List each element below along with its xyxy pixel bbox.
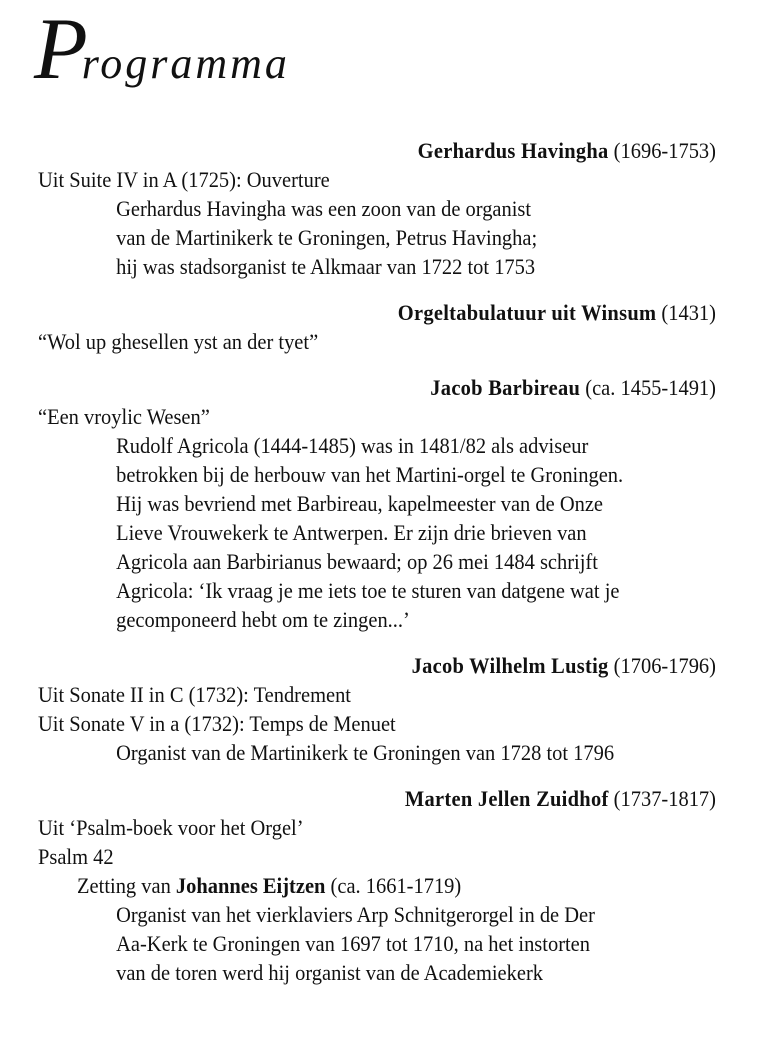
- piece-title: “Wol up ghesellen yst an der tyet”: [38, 329, 319, 354]
- note-line: van de toren werd hij organist van de Academiekerk: [116, 960, 543, 985]
- setting-prefix: Zetting van: [77, 873, 171, 898]
- composer-heading: [38, 651, 716, 680]
- composer-heading: [38, 298, 716, 327]
- piece-title: Uit Sonate V in a (1732): Temps de Menuet: [38, 711, 396, 736]
- note-line: Rudolf Agricola (1444-1485) was in 1481/82 als adviseur: [116, 433, 589, 458]
- piece-title: “Een vroylic Wesen”: [38, 404, 210, 429]
- composer-dates: (ca. 1455-1491): [585, 375, 716, 400]
- composer-dates: (1696-1753): [613, 138, 716, 163]
- composer-dates: (1431): [661, 300, 716, 325]
- page-title: [34, 1, 290, 98]
- setting-composer-dates: (ca. 1661-1719): [330, 873, 462, 898]
- piece-title: Uit ‘Psalm-boek voor het Orgel’: [38, 815, 304, 840]
- composer-heading: [38, 784, 716, 813]
- note-line: van de Martinikerk te Groningen, Petrus Havingha;: [116, 225, 538, 250]
- title-initial: P: [34, 1, 86, 98]
- composer-dates: (1706-1796): [613, 653, 716, 678]
- composer-heading: [38, 373, 716, 402]
- piece-title: Psalm 42: [38, 844, 114, 869]
- note-line: betrokken bij de herbouw van het Martini-orgel te Groningen.: [116, 462, 624, 487]
- composer-name: Jacob Wilhelm Lustig: [411, 653, 609, 678]
- program-section-zuidhof: [38, 784, 716, 987]
- composer-name: Orgeltabulatuur uit Winsum: [397, 300, 657, 325]
- composer-name: Marten Jellen Zuidhof: [404, 786, 609, 811]
- piece-title: Uit Suite IV in A (1725): Ouverture: [38, 167, 330, 192]
- setting-composer-name: Johannes Eijtzen: [175, 873, 326, 898]
- program-section-lustig: [38, 651, 716, 767]
- program-section-barbireau: [38, 373, 716, 634]
- program-section-havingha: [38, 136, 716, 281]
- composer-heading: [38, 136, 716, 165]
- note-line: Lieve Vrouwekerk te Antwerpen. Er zijn drie brieven van: [116, 520, 587, 545]
- note-line: Agricola aan Barbirianus bewaard; op 26 mei 1484 schrijft: [116, 549, 598, 574]
- program-section-winsum: [38, 298, 716, 356]
- composer-dates: (1737-1817): [613, 786, 716, 811]
- composer-name: Gerhardus Havingha: [417, 138, 609, 163]
- piece-title: Uit Sonate II in C (1732): Tendrement: [38, 682, 351, 707]
- note-line: Hij was bevriend met Barbireau, kapelmeester van de Onze: [116, 491, 603, 516]
- composer-name: Jacob Barbireau: [430, 375, 581, 400]
- program-list: [38, 136, 716, 1004]
- note-line: Agricola: ‘Ik vraag je me iets toe te sturen van datgene wat je: [116, 578, 620, 603]
- setting-line: [38, 871, 716, 900]
- note-line: Organist van het vierklaviers Arp Schnitgerorgel in de Der: [116, 902, 595, 927]
- note-line: hij was stadsorganist te Alkmaar van 1722 tot 1753: [116, 254, 536, 279]
- note-line: gecomponeerd hebt om te zingen...’: [116, 607, 410, 632]
- note-line: Aa-Kerk te Groningen van 1697 tot 1710, na het instorten: [116, 931, 590, 956]
- note-line: Organist van de Martinikerk te Groningen van 1728 tot 1796: [116, 740, 615, 765]
- note-line: Gerhardus Havingha was een zoon van de organist: [116, 196, 532, 221]
- title-rest: rogramma: [81, 39, 290, 88]
